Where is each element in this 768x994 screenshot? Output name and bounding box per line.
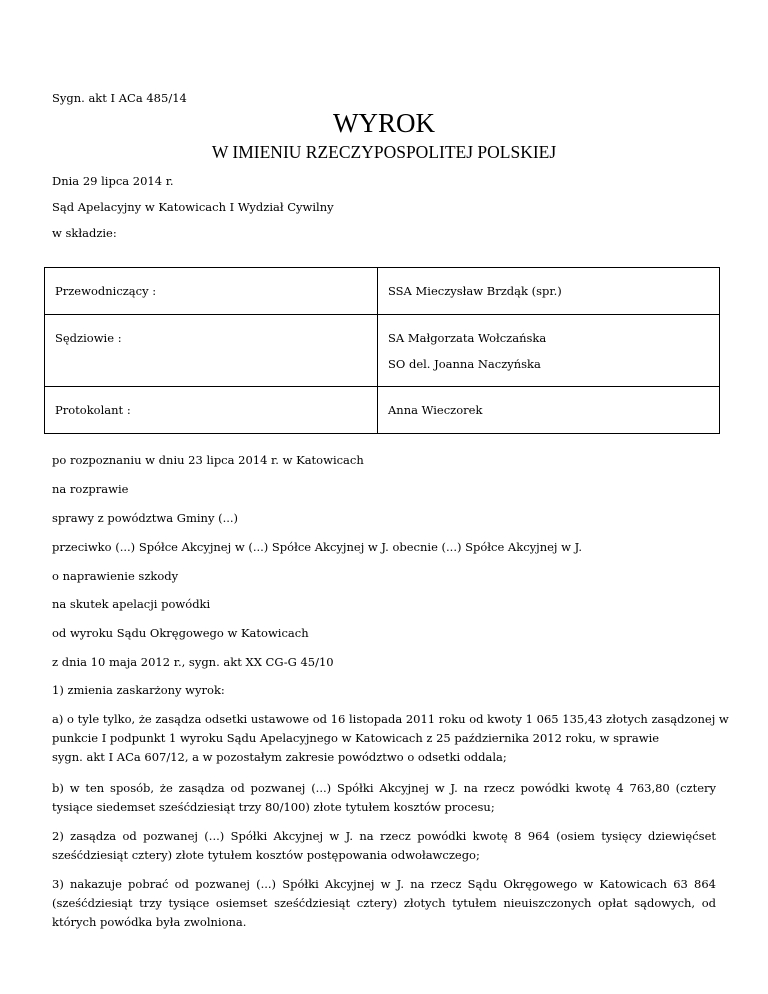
judges-label-cell [45, 315, 378, 387]
hearing-date-line: po rozpoznaniu w dniu 23 lipca 2014 r. w Katowicach [52, 453, 364, 467]
document-title: WYROK [333, 108, 435, 138]
point-3-paragraph: 3) nakazuje pobrać od pozwanej (...) Spółki Akcyjnej w J. na rzecz Sądu Okręgowego w Katowicach 63 864 (sześćdziesiąt trzy tysiące osiemset sześćdziesiąt cztery) złotych tytułem nieuiszczonych opłat sądowych, od których powódka była zwolniona. [52, 877, 716, 929]
point-2-paragraph: 2) zasądza od pozwanej (...) Spółki Akcyjnej w J. na rzecz powódki kwotę 8 964 (osiem tysięcy dziewięćset sześćdziesiąt cztery) złote tytułem kosztów postępowania odwoławczego; [52, 829, 716, 862]
point-b-paragraph: b) w ten sposób, że zasądza od pozwanej (...) Spółki Akcyjnej w J. na rzecz powódki kwotę 4 763,80 (cztery tysiące siedemset sześćdziesiąt trzy 80/100) złote tytułem kosztów procesu; [52, 781, 716, 814]
court-name: Sąd Apelacyjny w Katowicach I Wydział Cywilny [52, 200, 334, 214]
appeal-line: na skutek apelacji powódki [52, 597, 211, 611]
case-number: Sygn. akt I ACa 485/14 [52, 91, 187, 105]
presiding-value: SSA Mieczysław Brzdąk (spr.) [388, 284, 562, 298]
judge-name: SO del. Joanna Naczyńska [388, 357, 541, 371]
clerk-row [45, 387, 720, 434]
clerk-value: Anna Wieczorek [388, 403, 483, 417]
defendant-line: przeciwko (...) Spółce Akcyjnej w (...) Spółce Akcyjnej w J. obecnie (...) Spółce Akcyjnej w J. [52, 540, 583, 554]
lower-court-date-line: z dnia 10 maja 2012 r., sygn. akt XX CG-G 45/10 [52, 655, 334, 669]
point-1-line: 1) zmienia zaskarżony wyrok: [52, 683, 225, 697]
clerk-value-cell [378, 387, 720, 434]
hearing-type-line: na rozprawie [52, 482, 129, 496]
subject-line: o naprawienie szkody [52, 569, 179, 583]
judges-value-cell [378, 315, 720, 387]
presiding-value-cell [378, 268, 720, 315]
judgment-date: Dnia 29 lipca 2014 r. [52, 174, 174, 188]
judges-row [45, 315, 720, 387]
point-a-line: sygn. akt I ACa 607/12, a w pozostałym zakresie powództwo o odsetki oddala; [52, 750, 507, 764]
point-a-line: a) o tyle tylko, że zasądza odsetki ustawowe od 16 listopada 2011 roku od kwoty 1 065 135,43 złotych zasądzonej w [52, 712, 729, 726]
judge-name: SA Małgorzata Wołczańska [388, 331, 547, 345]
judges-label: Sędziowie : [55, 331, 122, 345]
clerk-label-cell [45, 387, 378, 434]
court-composition-table [44, 267, 720, 434]
plaintiff-line: sprawy z powództwa Gminy (...) [52, 511, 239, 525]
clerk-label: Protokolant : [55, 403, 131, 417]
lower-court-line: od wyroku Sądu Okręgowego w Katowicach [52, 626, 309, 640]
document-subtitle: W IMIENIU RZECZYPOSPOLITEJ POLSKIEJ [211, 142, 557, 162]
presiding-row [45, 268, 720, 315]
presiding-label: Przewodniczący : [55, 284, 157, 298]
point-a-line: punkcie I podpunkt 1 wyroku Sądu Apelacyjnego w Katowicach z 25 października 2012 roku, w sprawie [52, 731, 660, 745]
composition-label: w składzie: [52, 226, 117, 240]
presiding-label-cell [45, 268, 378, 315]
